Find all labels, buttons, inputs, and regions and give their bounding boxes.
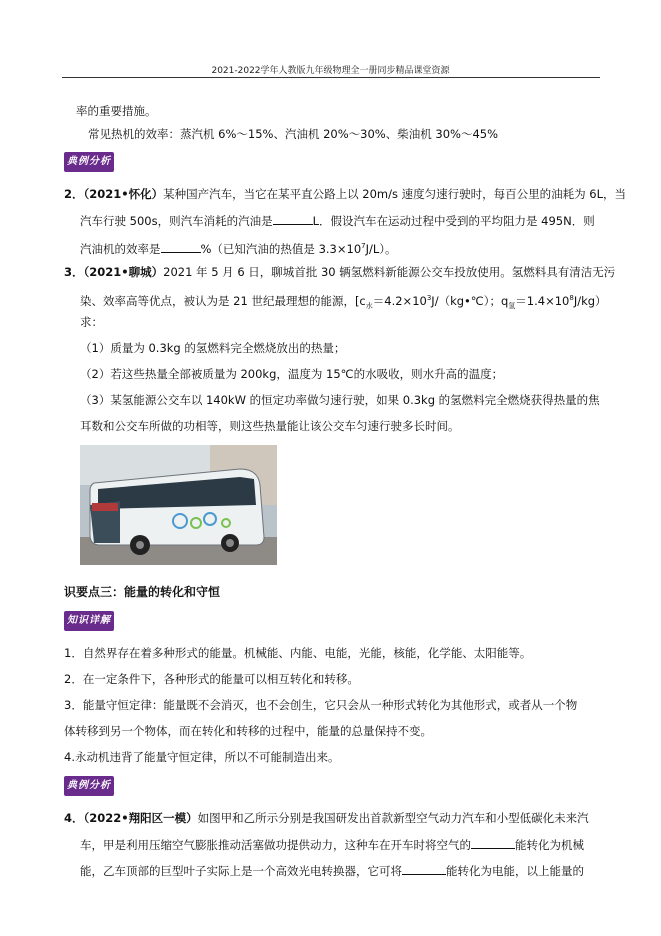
q3-line-2 [80,290,607,314]
q4-line-1 [64,810,589,826]
header-rule [62,77,600,78]
q2-number: 2． [64,187,84,201]
q3-text-2a: 染、效率高等优点，被认为是 21 世纪最理想的能源，[c [80,293,366,308]
q2-text-3b: %（已知汽油的热值是 3.3×10 [200,241,362,256]
bus-illustration [80,445,277,565]
q3-sup-1: 3 [426,294,432,302]
q4-line-3 [80,862,584,879]
q4-text-2a: 车，甲是利用压缩空气膨胀推动活塞做功提供动力，这种车在开车时将空气的 [80,838,471,852]
knowledge-item-3a: 3．能量守恒定律：能量既不会消灭，也不会创生，它只会从一种形式转化为其他形式，或者从一个物 [64,698,578,712]
q2-text-3c: J/L）。 [365,241,397,256]
q3-text-1: 2021 年 5 月 6 日，聊城首批 30 辆氢燃料新能源公交车投放使用。氢燃料具有清洁无污 [163,265,616,279]
q3-text-2c: J/（kg•℃）；q [431,293,509,308]
q2-line-1 [64,186,626,202]
q4-line-2 [80,836,584,853]
hydrogen-bus-photo [80,445,277,565]
q3-line-1 [64,264,615,280]
q3-source: （2021•聊城） [83,265,164,279]
intro-line-1: 率的重要措施。 [76,104,157,118]
knowledge-item-1: 1．自然界存在着多种形式的能量。机械能、内能、电能，光能，核能，化学能、太阳能等。 [64,646,532,660]
q2-blank-2[interactable] [161,240,201,253]
q3-sub-3b: 耳数和公交车所做的功相等，则这些热量能让该公交车匀速行驶多长时间。 [80,419,460,433]
knowledge-item-3b: 体转移到另一个物体，而在转化和转移的过程中，能量的总量保持不变。 [64,724,432,738]
q2-text-3a: 汽油机的效率是 [80,241,161,256]
q4-blank-2[interactable] [402,862,446,875]
q2-line-2 [80,212,595,229]
q3-sub-water: 水 [365,302,373,311]
q2-line-3 [80,238,397,257]
typical-analysis-tag: 典例分析 [64,152,114,172]
q4-text-1: 如图甲和乙所示分别是我国研发出首款新型空气动力汽车和小型低碳化未来汽 [197,811,589,825]
q3-text-2d: ＝1.4×10 [515,293,570,308]
q4-text-3b: 能转化为电能，以上能量的 [446,864,584,878]
q2-text-2a: 汽车行驶 500s，则汽车消耗的汽油是 [80,214,273,228]
typical-analysis-tag-2: 典例分析 [64,776,114,796]
q4-source: （2022•翔阳区一模） [83,811,198,825]
section-3-title: 识要点三：能量的转化和守恒 [64,585,221,599]
q2-text-1: 某种国产汽车，当它在某平直公路上以 20m/s 速度匀速行驶时，每百公里的油耗为 6L，当 [163,187,627,201]
q4-number: 4． [64,811,84,825]
q3-sup-2: 8 [569,294,574,302]
q2-blank-1[interactable] [273,212,313,225]
q2-source: （2021•怀化） [83,187,164,201]
q4-text-3a: 能，乙车顶部的巨型叶子实际上是一个高效光电转换器，它可将 [80,864,402,878]
q3-text-2e: J/kg） [573,293,607,308]
intro-line-2: 常见热机的效率：蒸汽机 6%～15%、汽油机 20%～30%、柴油机 30%～45% [88,127,499,141]
q3-sub-hydrogen: 氢 [508,302,516,311]
q3-sub-2: （2）若这些热量全部被质量为 200kg，温度为 15℃的水吸收，则水升高的温度； [80,367,504,381]
q3-line-3: 求： [80,315,103,329]
knowledge-item-2: 2．在一定条件下，各种形式的能量可以相互转化和转移。 [64,672,359,686]
q3-sub-1: （1）质量为 0.3kg 的氢燃料完全燃烧放出的热量； [80,341,346,355]
q3-number: 3． [64,265,84,279]
q2-superscript: 7 [361,242,366,250]
q2-text-2b: L．假设汽车在运动过程中受到的平均阻力是 495N．则 [312,214,595,228]
q4-text-2b: 能转化为机械 [515,838,584,852]
q3-sub-3a: （3）某氢能源公交车以 140kW 的恒定功率做匀速行驶，如果 0.3kg 的氢燃料完全燃烧获得热量的焦 [80,393,600,407]
knowledge-detail-tag: 知识详解 [64,611,114,631]
q4-blank-1[interactable] [471,836,515,849]
page-header: 2021-2022学年人教版九年级物理全一册同步精品课堂资源 [211,66,450,76]
q3-text-2b: ＝4.2×10 [372,293,427,308]
knowledge-item-4: 4.永动机违背了能量守恒定律，所以不可能制造出来。 [64,750,340,764]
